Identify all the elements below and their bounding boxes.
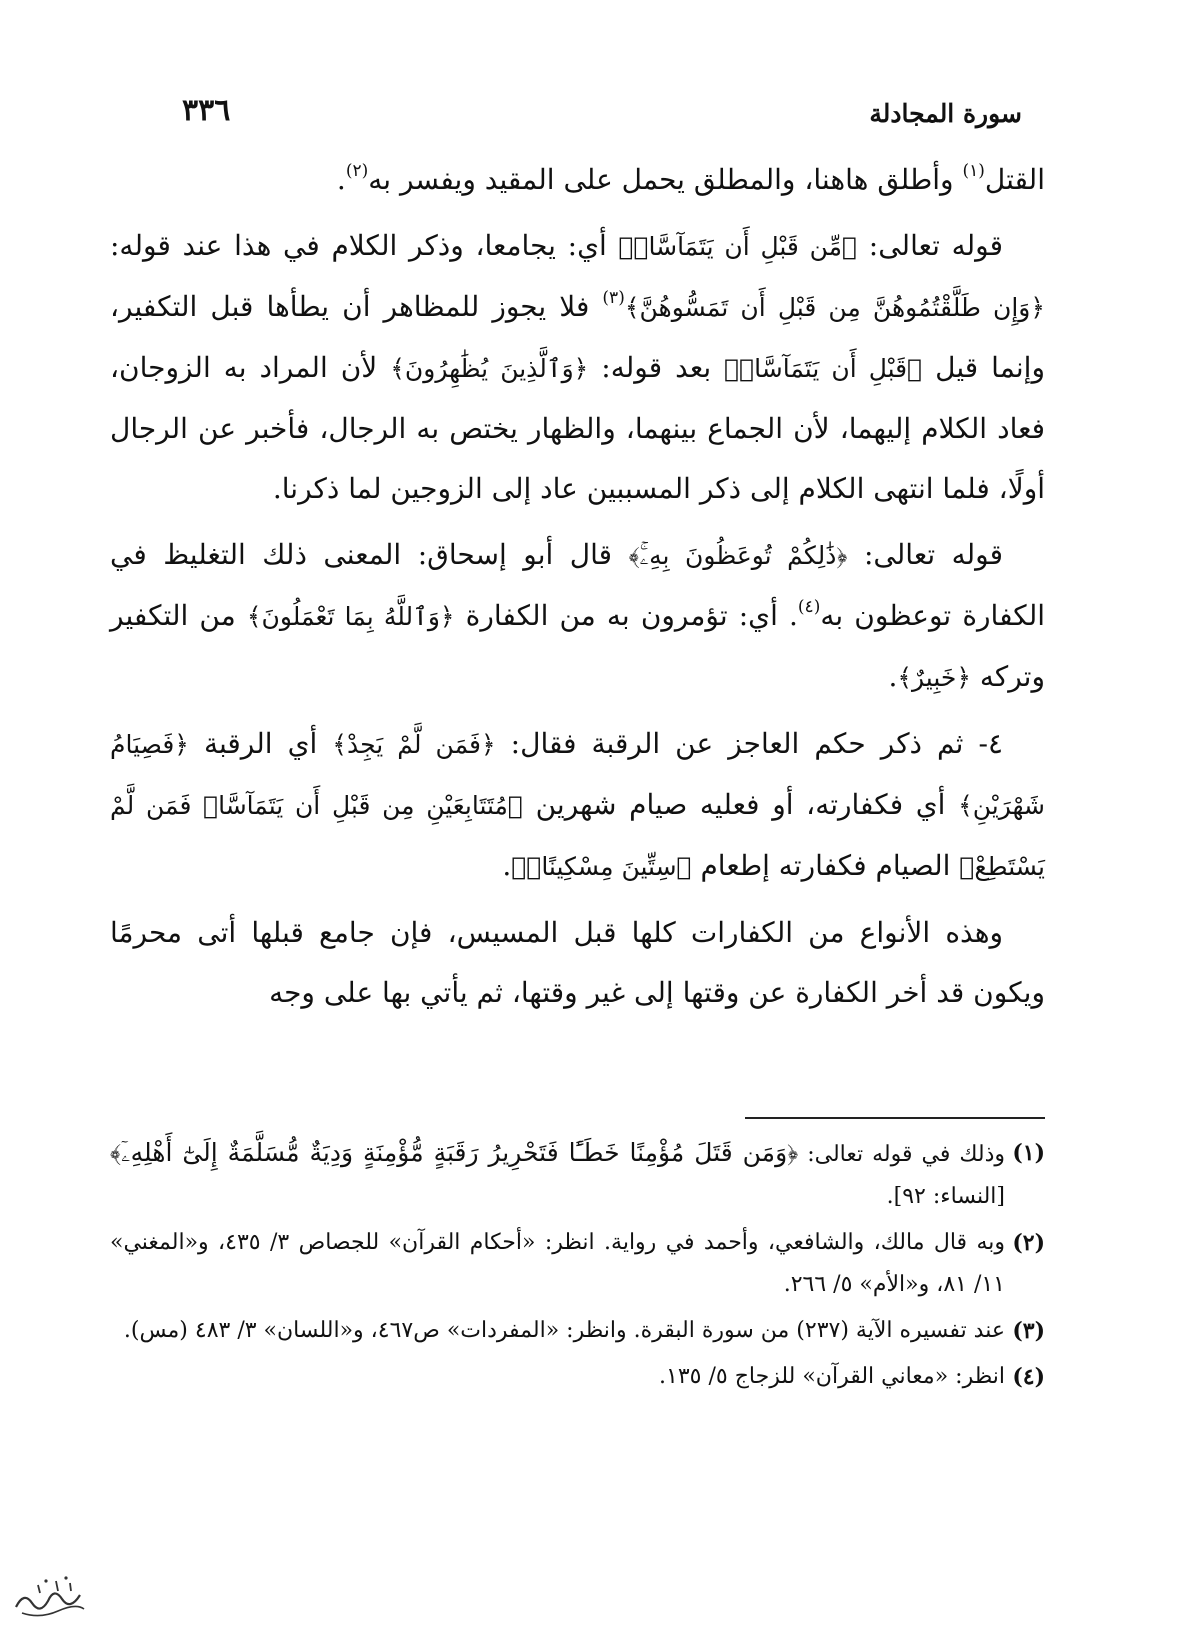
- text-run: بعد قوله:: [588, 351, 725, 384]
- text-run: وأطلق هاهنا، والمطلق يحمل على المقيد ويفسر به: [368, 163, 963, 196]
- text-run: .: [336, 163, 346, 196]
- quran-verse: ﴿مُتَتَابِعَيْنِ مِن قَبْلِ أَن يَتَمَآسَّاۖ فَمَن لَّمْ يَسْتَطِعْ﴾: [110, 791, 1045, 881]
- footnote-number: (١): [1012, 1140, 1045, 1166]
- footnote-number: (٣): [1012, 1318, 1045, 1344]
- text-run: قال أبو إسحاق: المعنى ذلك التغليظ في الكفارة توعظون به: [110, 538, 1045, 632]
- text-run: أي: يجامعا، وذكر الكلام في هذا عند قوله:: [110, 229, 619, 262]
- text-run: وهذه الأنواع من الكفارات كلها قبل المسيس، فإن جامع قبلها أتى محرمًا ويكون قد أخر الكفارة عن وقتها إلى غير وقتها، ثم يأتي بها على وجه: [110, 916, 1045, 1009]
- text-run: . أي: تؤمرون به من الكفارة: [454, 599, 798, 632]
- text-run: القتل: [984, 163, 1045, 196]
- quran-verse: ﴿فَمَن لَّمْ يَجِدْ﴾: [332, 730, 496, 759]
- footnote-text: [110, 1132, 1005, 1218]
- calligraphy-logo-icon: [10, 1573, 90, 1623]
- publisher-logo: [10, 1573, 90, 1623]
- quran-verse: ﴿وَٱللَّهُ بِمَا تَعْمَلُونَ﴾: [246, 602, 455, 631]
- text-run: ٤- ثم ذكر حكم العاجز عن الرقبة فقال:: [495, 727, 1003, 760]
- quran-verse: ﴿وَٱلَّذِينَ يُظَٰهِرُونَ﴾: [390, 354, 589, 383]
- footnote-4: [110, 1356, 1045, 1398]
- quran-verse: ﴿ذَٰلِكُمْ تُوعَظُونَ بِهِۦۚ﴾: [628, 541, 848, 570]
- page-header: [182, 78, 1022, 128]
- text-run: قوله تعالى:: [857, 229, 1004, 262]
- page-number: ٣٣٦: [182, 93, 231, 128]
- paragraph-5: [110, 903, 1045, 1023]
- footnote-text: وبه قال مالك، والشافعي، وأحمد في رواية. انظر: «أحكام القرآن» للجصاص ٣/ ٤٣٥، و«المغني» ١١/ ٨١، و«الأم» ٥/ ٢٦٦.: [110, 1230, 1005, 1297]
- footnote-number: (٤): [1012, 1364, 1045, 1390]
- paragraph-2: [110, 216, 1045, 519]
- text-run: أي فكفارته، أو فعليه صيام شهرين: [522, 788, 959, 821]
- footnote-ref: (٢): [345, 161, 369, 181]
- paragraph-1: [110, 150, 1045, 210]
- surah-title: سورة المجادلة: [869, 99, 1022, 128]
- footnote-divider: [745, 1117, 1045, 1119]
- footnote-ref: (٤): [797, 597, 821, 617]
- text-run: الصيام فكفارته إطعام: [691, 849, 960, 882]
- quran-verse: ﴿قَبْلِ أَن يَتَمَآسَّاۚ﴾: [724, 354, 923, 383]
- text-run: [النساء: ٩٢].: [886, 1184, 1005, 1209]
- paragraph-4: [110, 714, 1045, 897]
- quran-verse: ﴿سِتِّينَ مِسْكِينًاۚ﴾: [511, 852, 692, 881]
- footnote-ref: (٣): [602, 288, 625, 308]
- quran-verse: ﴿وَإِن طَلَّقْتُمُوهُنَّ مِن قَبْلِ أَن تَمَسُّوهُنَّ﴾: [624, 293, 1046, 322]
- footnotes: [110, 1132, 1045, 1402]
- footnote-2: [110, 1222, 1045, 1306]
- text-run: .: [888, 660, 898, 693]
- footnote-text: عند تفسيره الآية (٢٣٧) من سورة البقرة. وانظر: «المفردات» ص٤٦٧، و«اللسان» ٣/ ٤٨٣ (مس).: [123, 1318, 1005, 1343]
- text-run: أي الرقبة: [188, 727, 333, 760]
- paragraph-3: [110, 525, 1045, 708]
- text-run: .: [502, 849, 512, 882]
- quran-verse: ﴿خَبِيرٌ﴾: [897, 663, 971, 692]
- text-run: فلا يجوز للمظاهر أن يطأها قبل التكفير، وإنما قيل: [110, 290, 1045, 384]
- text-run: قوله تعالى:: [847, 538, 1004, 571]
- footnote-1: [110, 1132, 1045, 1218]
- footnote-3: [110, 1310, 1045, 1352]
- footnote-number: (٢): [1012, 1230, 1045, 1256]
- quran-verse: ﴿مِّن قَبْلِ أَن يَتَمَآسَّاۚ﴾: [618, 232, 858, 261]
- text-run: وذلك في قوله تعالى:: [798, 1142, 1006, 1167]
- text-run: من التكفير وتركه: [110, 599, 1045, 693]
- footnote-ref: (١): [962, 161, 985, 181]
- footnote-text: انظر: «معاني القرآن» للزجاج ٥/ ١٣٥.: [659, 1364, 1005, 1389]
- quran-verse: ﴿فَصِيَامُ شَهْرَيْنِ﴾: [110, 730, 1045, 820]
- text-run: لأن المراد به الزوجان، فعاد الكلام إليهما، لأن الجماع بينهما، والظهار يختص به الرجال، فأخبر عن الرجال أولًا، فلما انتهى الكلام إلى ذكر المسببين عاد إلى الزوجين لما ذكرنا.: [110, 351, 1045, 505]
- quran-verse: ﴿وَمَن قَتَلَ مُؤْمِنًا خَطَـًٔا فَتَحْرِيرُ رَقَبَةٍ مُّؤْمِنَةٍ وَدِيَةٌ مُّسَلَّمَةٌ إِلَىٰٓ أَهْلِهِۦٓ﴾: [110, 1138, 799, 1167]
- main-text: [110, 150, 1045, 1029]
